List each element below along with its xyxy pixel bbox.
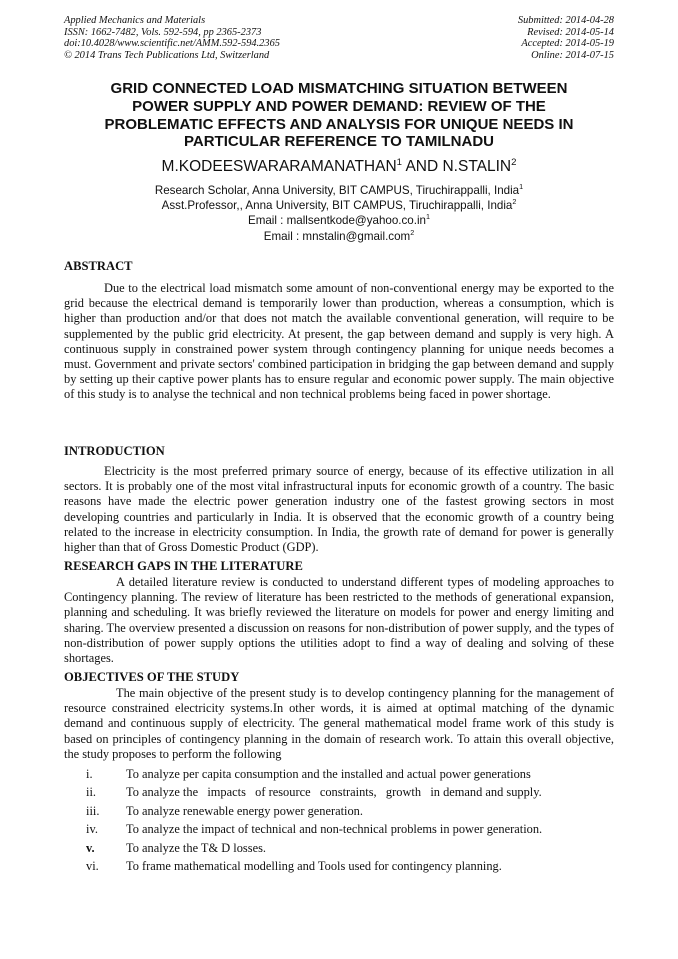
affiliation-sup: 1 xyxy=(519,182,524,192)
paper-title xyxy=(64,80,614,151)
email-sup: 2 xyxy=(410,227,415,237)
email-2 xyxy=(64,229,614,244)
email-sup: 1 xyxy=(426,212,431,222)
author-2: N.STALIN xyxy=(442,158,512,175)
objectives-text: The main objective of the present study is to develop contingency planning for the management of resource constrained electricity systems.In other words, it is aimed at optimal matching of the dynamic demand and continuous supply of electricity. The general mathematical model frame work of this study is based on principles of contingency planning in the domain of research work. To attain this overall objective, the study proposes to perform the following xyxy=(64,686,614,761)
submitted-date: Submitted: 2014-04-28 xyxy=(517,15,614,26)
research-gaps-heading: RESEARCH GAPS IN THE LITERATURE xyxy=(64,559,303,573)
author-1-sup: 1 xyxy=(396,156,402,168)
affiliations xyxy=(64,183,614,244)
list-item-text: To analyze renewable energy power generation. xyxy=(126,803,363,818)
affiliation-1 xyxy=(64,183,614,198)
copyright-line: © 2014 Trans Tech Publications Ltd, Switzerland xyxy=(64,49,270,61)
list-item-text: To analyze per capita consumption and the installed and actual power generations xyxy=(126,767,531,781)
list-item-number: iv. xyxy=(86,822,98,837)
list-item-text: To analyze the T& D losses. xyxy=(126,840,266,855)
list-item xyxy=(64,820,614,838)
list-item-text: To frame mathematical modelling and Tools used for contingency planning. xyxy=(126,858,502,873)
publication-dates xyxy=(518,15,614,61)
author-line xyxy=(64,157,614,177)
list-item xyxy=(64,783,614,801)
title-line: PROBLEMATIC EFFECTS AND ANALYSIS FOR UNIQUE NEEDS IN xyxy=(104,115,574,133)
journal-name: Applied Mechanics and Materials xyxy=(64,15,206,26)
title-line: GRID CONNECTED LOAD MISMATCHING SITUATION BETWEEN xyxy=(110,80,568,97)
list-item xyxy=(64,802,614,820)
list-item xyxy=(64,839,614,857)
objectives-heading: OBJECTIVES OF THE STUDY xyxy=(64,670,240,684)
abstract-text: Due to the electrical load mismatch some amount of non-conventional energy may be exported to the grid because the electrical demand is temporarily lower than production, whereas a consumption, which is higher than production and/or that does not match the available conventional generation, will require to be supplemented by the public grid electricity. At present, the gap between demand and supply is very high. A continuous supply in constrained power system through contingency planning for unique needs becomes a must. Government and private sectors' combined participation in bridging the gap between demand and supply by setting up their captive power plants has to ensure regular and economic power supply. The main objective of this study is to analyse the technical and non technical problems being faced in power shortage. xyxy=(64,281,614,402)
list-item-number: vi. xyxy=(86,858,99,873)
list-item xyxy=(64,857,614,875)
affiliation-sup: 2 xyxy=(512,197,517,207)
accepted-date: Accepted: 2014-05-19 xyxy=(521,38,614,50)
journal-info xyxy=(64,15,280,61)
introduction-heading: INTRODUCTION xyxy=(64,444,165,458)
research-gaps-text: A detailed literature review is conducted to understand different types of modeling approaches to Contingency planning. The review of literature has been restricted to the methods of generational expansion, planning and scheduling. It was briefly reviewed the literature on models for power and energy limiting and sharing. The overview presented a discussion on reasons for non-distribution of power supply, and the types of non-distribution of power supply options the utilities adopt to find a way of dealing and solving of these shortages. xyxy=(64,575,614,666)
affiliation-text: Research Scholar, Anna University, BIT CAMPUS, Tiruchirappalli, India xyxy=(154,184,520,197)
list-item-number: v. xyxy=(86,840,95,855)
title-line: PARTICULAR REFERENCE TO TAMILNADU xyxy=(184,133,494,151)
list-item-number: i. xyxy=(86,767,93,781)
abstract-heading: ABSTRACT xyxy=(64,259,133,273)
list-item-text: To analyze the impacts of resource constraints, growth in demand and supply. xyxy=(126,785,542,800)
affiliation-text: Asst.Professor,, Anna University, BIT CAMPUS, Tiruchirappalli, India xyxy=(161,199,513,213)
online-date: Online: 2014-07-15 xyxy=(531,49,614,61)
revised-date: Revised: 2014-05-14 xyxy=(527,26,614,38)
author-and: AND xyxy=(402,158,443,175)
title-line: POWER SUPPLY AND POWER DEMAND: REVIEW OF THE xyxy=(132,97,546,115)
doi-line: doi:10.4028/www.scientific.net/AMM.592-594.2365 xyxy=(64,38,280,50)
list-item-text: To analyze the impact of technical and non-technical problems in power generation. xyxy=(126,822,543,837)
introduction-text: Electricity is the most preferred primary source of energy, because of its effective utilization in all sectors. It is probably one of the most vital infrastructural inputs for economic growth of a country. The basic reasons have made the electric power generation industry one of the fastest growing sectors in most developing countries and particularly in India. It is observed that the economic growth of a country being related to the increase in electricity consumption. In India, the growth rate of demand for power is generally higher than that of Gross Domestic Product (GDP). xyxy=(64,464,614,555)
list-item xyxy=(64,765,614,783)
author-1: M.KODEESWARARAMANATHAN xyxy=(161,158,397,175)
objectives-list xyxy=(64,765,614,875)
affiliation-2 xyxy=(64,198,614,213)
email-text: Email : mallsentkode@yahoo.co.in xyxy=(247,214,427,228)
author-2-sup: 2 xyxy=(511,156,517,168)
email-1 xyxy=(64,213,614,228)
email-text: Email : mnstalin@gmail.com xyxy=(263,229,411,243)
list-item-number: ii. xyxy=(86,785,96,800)
list-item-number: iii. xyxy=(86,803,100,818)
issn-line: ISSN: 1662-7482, Vols. 592-594, pp 2365-2373 xyxy=(64,26,262,38)
